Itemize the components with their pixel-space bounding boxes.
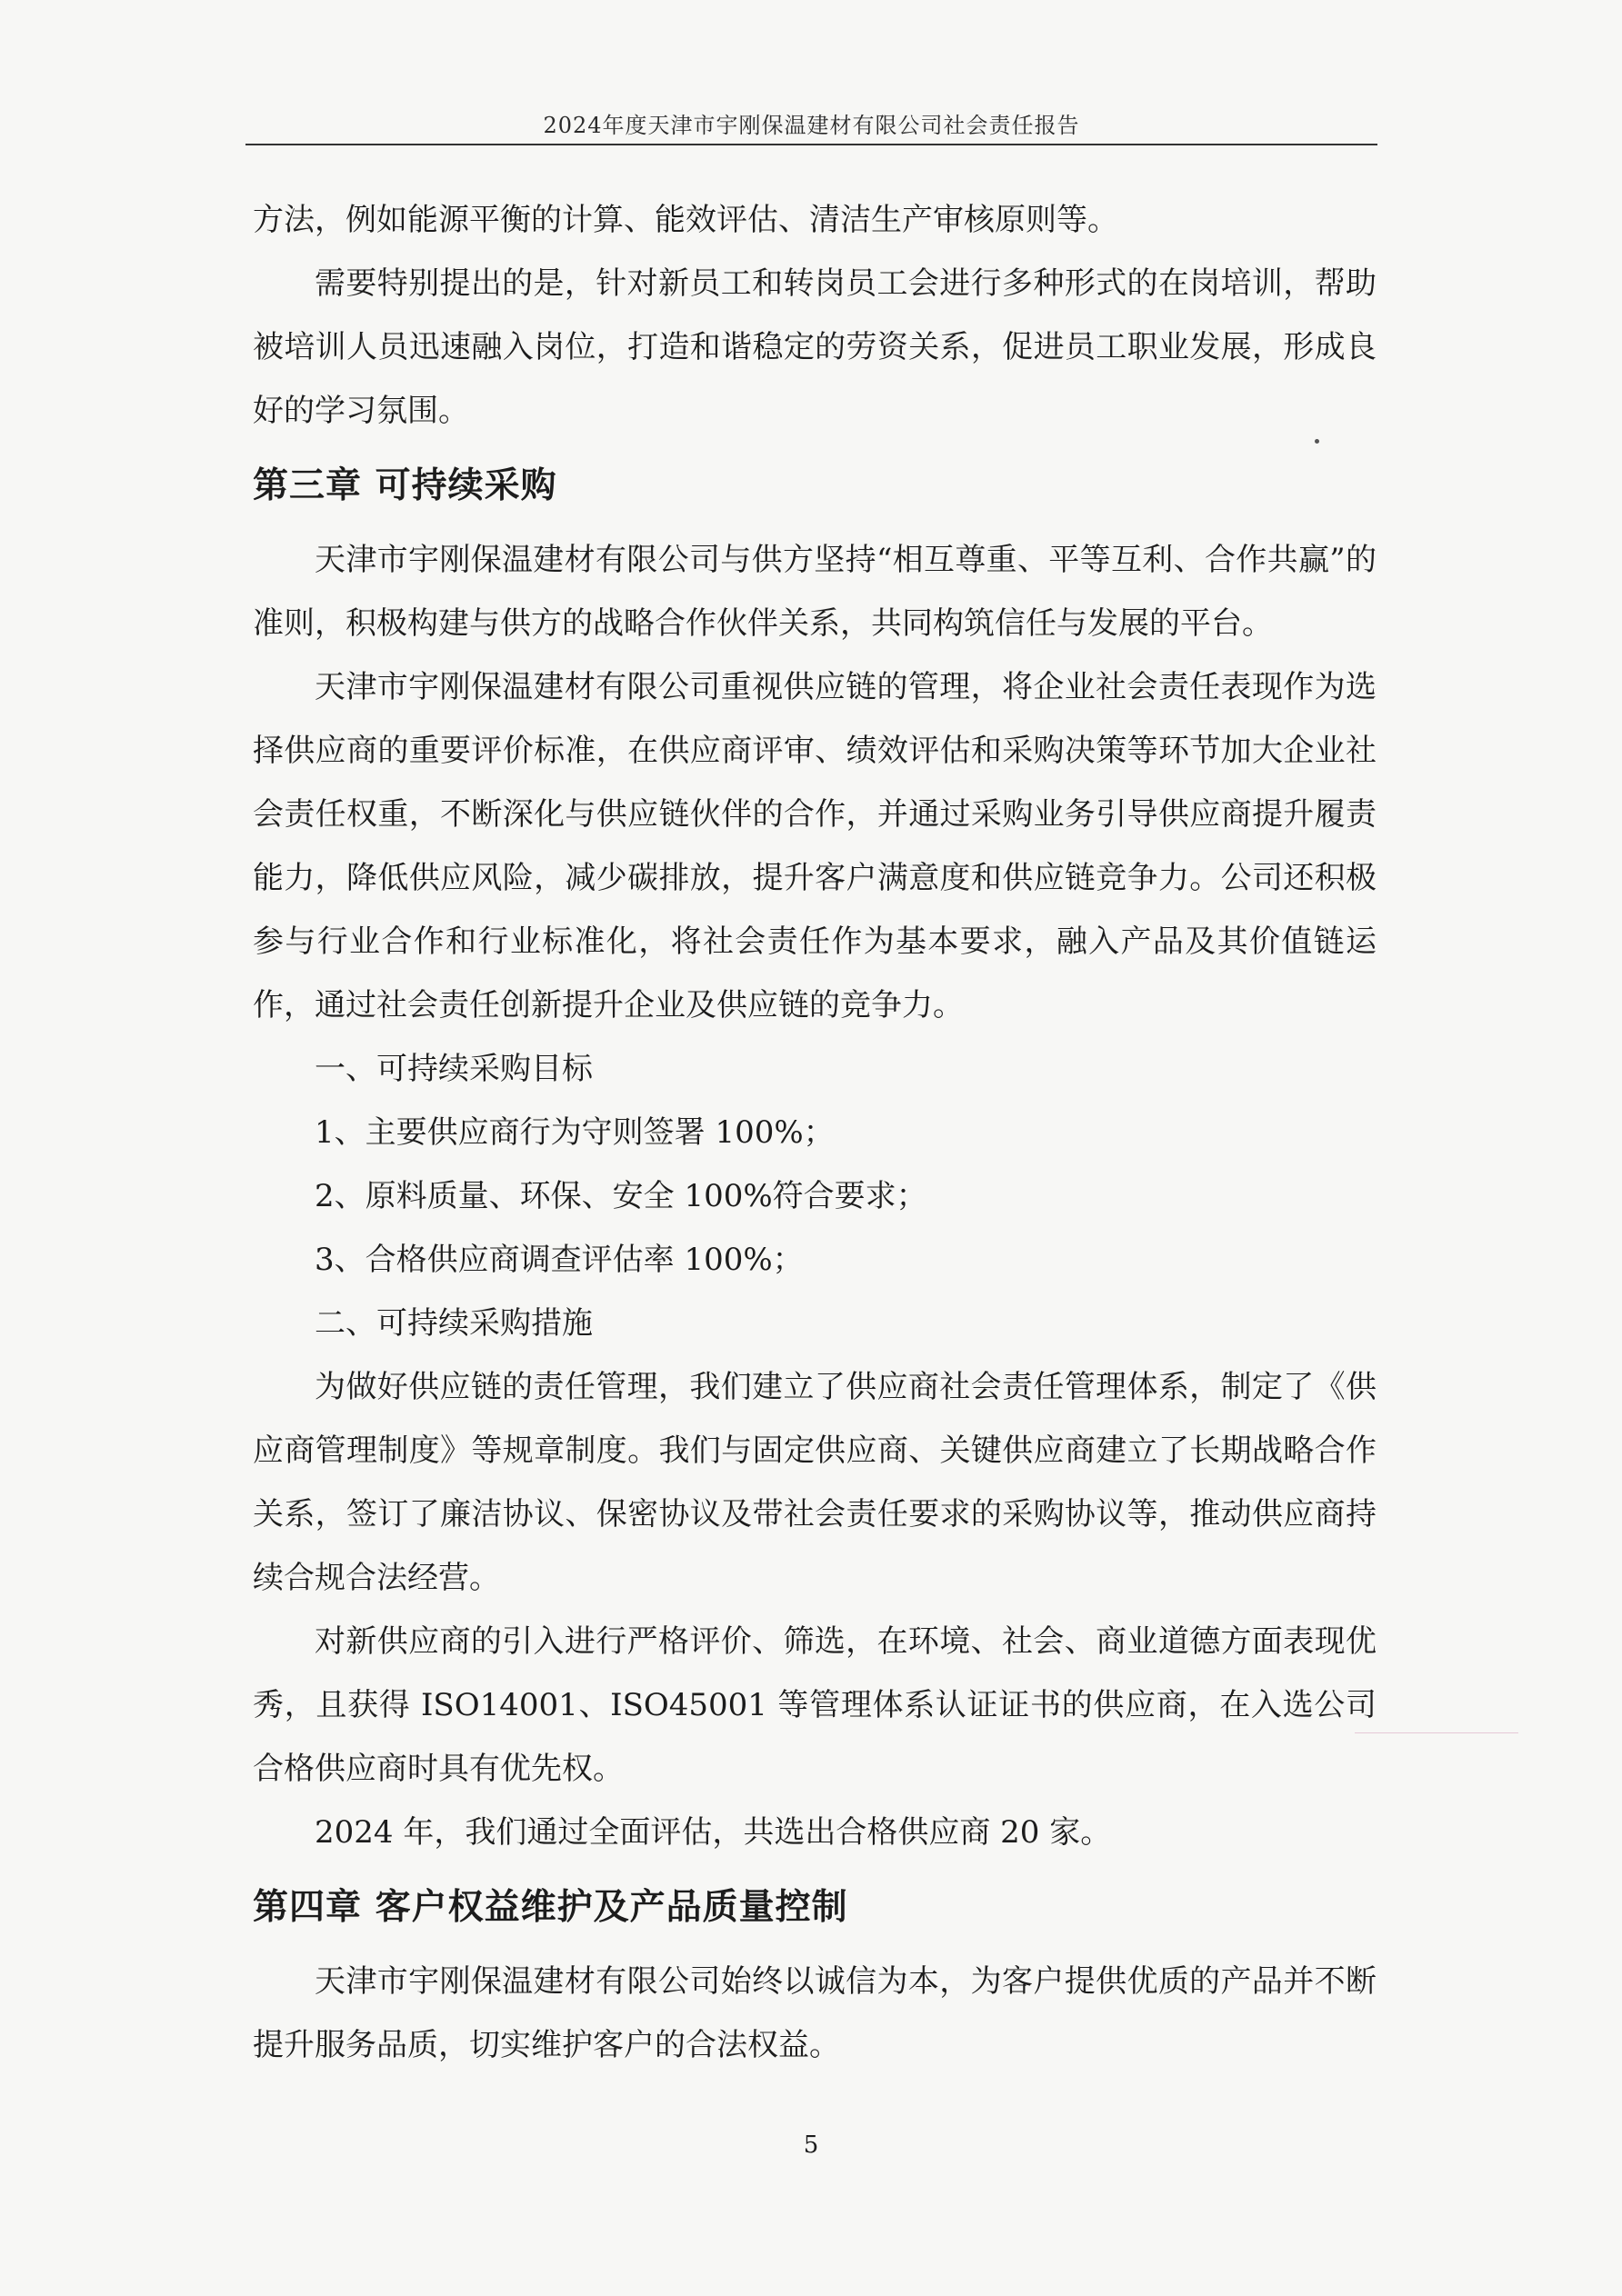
paragraph: 对新供应商的引入进行严格评价、筛选，在环境、社会、商业道德方面表现优秀，且获得 ISO14001、ISO45001 等管理体系认证证书的供应商，在入选公司合格供应商时具有优先权。 xyxy=(253,1623,1377,1787)
page-number: 5 xyxy=(803,2131,819,2159)
paragraph: 需要特别提出的是，针对新员工和转岗员工会进行多种形式的在岗培训，帮助被培训人员迅速融入岗位，打造和谐稳定的劳资关系，促进员工职业发展，形成良好的学习氛围。 xyxy=(253,265,1377,429)
header-rule xyxy=(245,144,1377,145)
paragraph: 天津市宇刚保温建材有限公司重视供应链的管理，将企业社会责任表现作为选择供应商的重要评价标准，在供应商评审、绩效评估和采购决策等环节加大企业社会责任权重，不断深化与供应链伙伴的合作，并通过采购业务引导供应商提升履责能力，降低供应风险，减少碳排放，提升客户满意度和供应链竞争力。公司还积极参与行业合作和行业标准化，将社会责任作为基本要求，融入产品及其价值链运作，通过社会责任创新提升企业及供应链的竞争力。 xyxy=(253,669,1377,1023)
paragraph: 天津市宇刚保温建材有限公司与供方坚持“相互尊重、平等互利、合作共赢”的准则，积极构建与供方的战略合作伙伴关系，共同构筑信任与发展的平台。 xyxy=(253,542,1377,642)
list-item: 2、原料质量、环保、安全 100%符合要求； xyxy=(315,1178,927,1214)
body-content xyxy=(253,188,1377,2077)
paragraph: 天津市宇刚保温建材有限公司始终以诚信为本，为客户提供优质的产品并不断提升服务品质，切实维护客户的合法权益。 xyxy=(253,1963,1377,2063)
paragraph: 为做好供应链的责任管理，我们建立了供应商社会责任管理体系，制定了《供应商管理制度》等规章制度。我们与固定供应商、关键供应商建立了长期战略合作关系，签订了廉洁协议、保密协议及带社会责任要求的采购协议等，推动供应商持续合规合法经营。 xyxy=(253,1369,1377,1596)
chapter-heading: 第三章 可持续采购 xyxy=(253,465,557,506)
running-header: 2024年度天津市宇刚保温建材有限公司社会责任报告 xyxy=(543,113,1080,138)
scan-mark xyxy=(1355,1732,1518,1733)
paragraph: 2024 年，我们通过全面评估，共选出合格供应商 20 家。 xyxy=(315,1814,1112,1851)
list-item: 1、主要供应商行为守则签署 100%； xyxy=(315,1114,835,1151)
list-item: 3、合格供应商调查评估率 100%； xyxy=(315,1242,804,1278)
chapter-heading: 第四章 客户权益维护及产品质量控制 xyxy=(253,1887,848,1928)
paragraph: 方法，例如能源平衡的计算、能效评估、清洁生产审核原则等。 xyxy=(253,202,1118,238)
section-subheading: 一、可持续采购目标 xyxy=(315,1051,593,1087)
section-subheading: 二、可持续采购措施 xyxy=(315,1305,593,1342)
